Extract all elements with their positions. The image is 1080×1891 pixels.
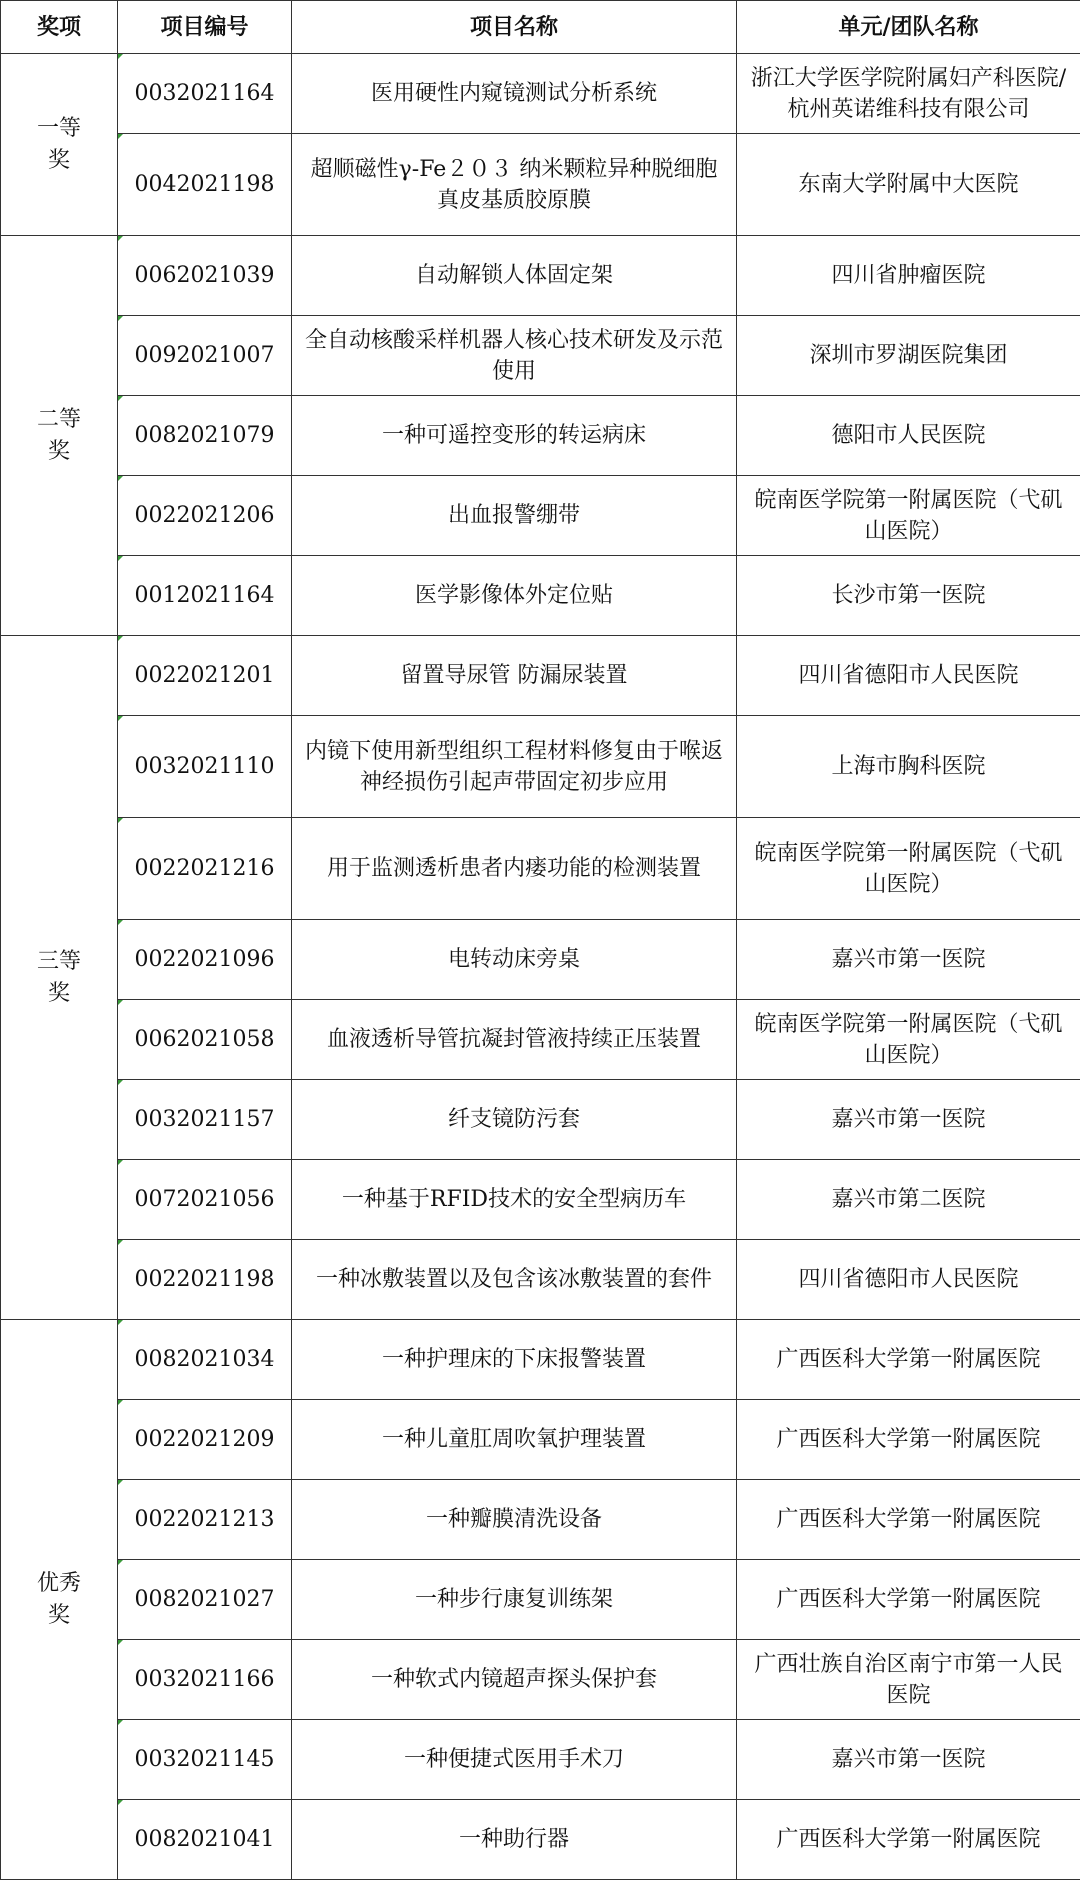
project-id-cell: 0022021206 [118, 476, 292, 556]
project-id-cell: 0032021164 [118, 54, 292, 134]
unit-name-cell: 长沙市第一医院 [737, 556, 1080, 636]
unit-name-cell: 皖南医学院第一附属医院（弋矶山医院） [737, 476, 1080, 556]
project-name-cell: 纤支镜防污套 [292, 1080, 737, 1160]
unit-name-cell: 四川省德阳市人民医院 [737, 1240, 1080, 1320]
unit-name-cell: 深圳市罗湖医院集团 [737, 316, 1080, 396]
project-id-cell: 0012021164 [118, 556, 292, 636]
project-id-cell: 0082021041 [118, 1800, 292, 1880]
table-row [1, 1240, 1080, 1320]
unit-name-cell: 广西医科大学第一附属医院 [737, 1320, 1080, 1400]
table-row [1, 1560, 1080, 1640]
project-id-cell: 0082021079 [118, 396, 292, 476]
project-id-cell: 0032021110 [118, 716, 292, 818]
project-name-cell: 医用硬性内窥镜测试分析系统 [292, 54, 737, 134]
project-id-cell: 0022021198 [118, 1240, 292, 1320]
unit-name-cell: 嘉兴市第一医院 [737, 1720, 1080, 1800]
project-id-cell: 0042021198 [118, 134, 292, 236]
unit-name-cell: 广西医科大学第一附属医院 [737, 1800, 1080, 1880]
table-row [1, 396, 1080, 476]
project-id-cell: 0032021145 [118, 1720, 292, 1800]
table-row [1, 1160, 1080, 1240]
project-name-cell: 一种护理床的下床报警装置 [292, 1320, 737, 1400]
table-row [1, 920, 1080, 1000]
unit-name-cell: 皖南医学院第一附属医院（弋矶山医院） [737, 818, 1080, 920]
project-id-cell: 0022021216 [118, 818, 292, 920]
project-name-cell: 内镜下使用新型组织工程材料修复由于喉返神经损伤引起声带固定初步应用 [292, 716, 737, 818]
project-name-cell: 一种步行康复训练架 [292, 1560, 737, 1640]
unit-name-cell: 东南大学附属中大医院 [737, 134, 1080, 236]
table-row [1, 1640, 1080, 1720]
project-id-cell: 0062021039 [118, 236, 292, 316]
award-cell-first-prize: 一等奖 [1, 54, 118, 236]
award-cell-excellence-prize: 优秀奖 [1, 1320, 118, 1880]
table-row [1, 556, 1080, 636]
project-id-cell: 0082021034 [118, 1320, 292, 1400]
unit-name-cell: 德阳市人民医院 [737, 396, 1080, 476]
project-name-cell: 自动解锁人体固定架 [292, 236, 737, 316]
project-name-cell: 全自动核酸采样机器人核心技术研发及示范使用 [292, 316, 737, 396]
project-name-cell: 用于监测透析患者内瘘功能的检测装置 [292, 818, 737, 920]
project-name-cell: 一种便捷式医用手术刀 [292, 1720, 737, 1800]
project-id-cell: 0022021213 [118, 1480, 292, 1560]
table-row [1, 1320, 1080, 1400]
project-id-cell: 0092021007 [118, 316, 292, 396]
unit-name-cell: 嘉兴市第一医院 [737, 920, 1080, 1000]
header-project-name: 项目名称 [292, 1, 737, 54]
unit-name-cell: 皖南医学院第一附属医院（弋矶山医院） [737, 1000, 1080, 1080]
unit-name-cell: 浙江大学医学院附属妇产科医院/杭州英诺维科技有限公司 [737, 54, 1080, 134]
unit-name-cell: 广西医科大学第一附属医院 [737, 1560, 1080, 1640]
project-id-cell: 0082021027 [118, 1560, 292, 1640]
project-name-cell: 电转动床旁桌 [292, 920, 737, 1000]
table-row [1, 476, 1080, 556]
header-row [1, 1, 1080, 54]
table-row [1, 316, 1080, 396]
table-row [1, 636, 1080, 716]
project-id-cell: 0032021166 [118, 1640, 292, 1720]
project-name-cell: 医学影像体外定位贴 [292, 556, 737, 636]
header-award: 奖项 [1, 1, 118, 54]
table-row [1, 1400, 1080, 1480]
unit-name-cell: 广西医科大学第一附属医院 [737, 1480, 1080, 1560]
unit-name-cell: 上海市胸科医院 [737, 716, 1080, 818]
table-row [1, 236, 1080, 316]
unit-name-cell: 四川省德阳市人民医院 [737, 636, 1080, 716]
project-name-cell: 一种基于RFID技术的安全型病历车 [292, 1160, 737, 1240]
project-id-cell: 0022021209 [118, 1400, 292, 1480]
project-name-cell: 一种儿童肛周吹氧护理装置 [292, 1400, 737, 1480]
project-id-cell: 0072021056 [118, 1160, 292, 1240]
award-cell-third-prize: 三等奖 [1, 636, 118, 1320]
project-name-cell: 出血报警绷带 [292, 476, 737, 556]
project-name-cell: 一种可遥控变形的转运病床 [292, 396, 737, 476]
project-id-cell: 0062021058 [118, 1000, 292, 1080]
table-row [1, 1480, 1080, 1560]
project-name-cell: 一种瓣膜清洗设备 [292, 1480, 737, 1560]
project-name-cell: 一种冰敷装置以及包含该冰敷装置的套件 [292, 1240, 737, 1320]
project-name-cell: 超顺磁性γ-Fe２０３ 纳米颗粒异种脱细胞真皮基质胶原膜 [292, 134, 737, 236]
award-cell-second-prize: 二等奖 [1, 236, 118, 636]
unit-name-cell: 广西医科大学第一附属医院 [737, 1400, 1080, 1480]
table-row [1, 134, 1080, 236]
project-id-cell: 0022021201 [118, 636, 292, 716]
project-id-cell: 0022021096 [118, 920, 292, 1000]
unit-name-cell: 嘉兴市第一医院 [737, 1080, 1080, 1160]
table-row [1, 1080, 1080, 1160]
table-row [1, 54, 1080, 134]
table-row [1, 818, 1080, 920]
table-row [1, 1800, 1080, 1880]
unit-name-cell: 四川省肿瘤医院 [737, 236, 1080, 316]
table-row [1, 716, 1080, 818]
project-name-cell: 血液透析导管抗凝封管液持续正压装置 [292, 1000, 737, 1080]
project-name-cell: 一种软式内镜超声探头保护套 [292, 1640, 737, 1720]
unit-name-cell: 嘉兴市第二医院 [737, 1160, 1080, 1240]
project-name-cell: 一种助行器 [292, 1800, 737, 1880]
table-row [1, 1720, 1080, 1800]
header-project-id: 项目编号 [118, 1, 292, 54]
table-row [1, 1000, 1080, 1080]
project-id-cell: 0032021157 [118, 1080, 292, 1160]
unit-name-cell: 广西壮族自治区南宁市第一人民医院 [737, 1640, 1080, 1720]
header-unit-name: 单元/团队名称 [737, 1, 1080, 54]
project-name-cell: 留置导尿管 防漏尿装置 [292, 636, 737, 716]
